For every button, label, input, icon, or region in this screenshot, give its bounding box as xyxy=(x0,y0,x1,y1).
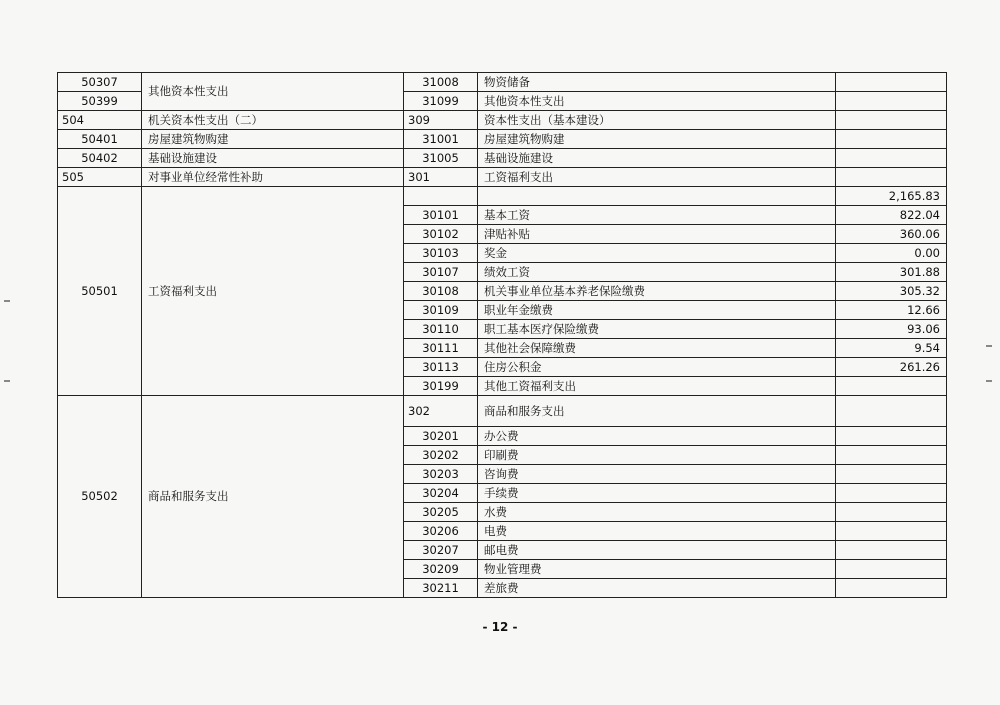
right-name-cell: 住房公积金 xyxy=(478,358,836,377)
left-code-cell: 50399 xyxy=(58,92,142,111)
amount-cell xyxy=(836,130,947,149)
amount-cell xyxy=(836,560,947,579)
right-name-cell: 商品和服务支出 xyxy=(478,396,836,427)
amount-cell: 9.54 xyxy=(836,339,947,358)
table-row xyxy=(58,130,947,149)
table-row xyxy=(58,149,947,168)
table-row xyxy=(58,396,947,427)
left-name-cell: 其他资本性支出 xyxy=(142,73,404,111)
amount-cell xyxy=(836,168,947,187)
right-code-cell: 309 xyxy=(404,111,478,130)
right-name-cell: 其他资本性支出 xyxy=(478,92,836,111)
right-name-cell: 职业年金缴费 xyxy=(478,301,836,320)
right-code-cell xyxy=(404,187,478,206)
left-name-cell: 工资福利支出 xyxy=(142,187,404,396)
right-code-cell: 30201 xyxy=(404,427,478,446)
right-name-cell xyxy=(478,187,836,206)
right-code-cell: 30108 xyxy=(404,282,478,301)
right-code-cell: 31008 xyxy=(404,73,478,92)
amount-cell: 822.04 xyxy=(836,206,947,225)
table-row xyxy=(58,73,947,92)
left-code-cell: 504 xyxy=(58,111,142,130)
amount-cell: 2,165.83 xyxy=(836,187,947,206)
amount-cell xyxy=(836,484,947,503)
right-code-cell: 31001 xyxy=(404,130,478,149)
right-code-cell: 30103 xyxy=(404,244,478,263)
left-code-cell: 50307 xyxy=(58,73,142,92)
right-name-cell: 物资储备 xyxy=(478,73,836,92)
right-name-cell: 差旅费 xyxy=(478,579,836,598)
left-code-cell: 50501 xyxy=(58,187,142,396)
right-name-cell: 基础设施建设 xyxy=(478,149,836,168)
right-code-cell: 30202 xyxy=(404,446,478,465)
amount-cell: 12.66 xyxy=(836,301,947,320)
right-name-cell: 房屋建筑物购建 xyxy=(478,130,836,149)
table-row xyxy=(58,187,947,206)
amount-cell xyxy=(836,377,947,396)
amount-cell: 360.06 xyxy=(836,225,947,244)
left-code-cell: 50401 xyxy=(58,130,142,149)
right-name-cell: 绩效工资 xyxy=(478,263,836,282)
right-name-cell: 咨询费 xyxy=(478,465,836,484)
amount-cell: 93.06 xyxy=(836,320,947,339)
scan-artifact xyxy=(986,380,992,382)
right-name-cell: 工资福利支出 xyxy=(478,168,836,187)
right-code-cell: 30209 xyxy=(404,560,478,579)
right-name-cell: 水费 xyxy=(478,503,836,522)
table-row xyxy=(58,111,947,130)
right-code-cell: 30203 xyxy=(404,465,478,484)
amount-cell: 261.26 xyxy=(836,358,947,377)
right-name-cell: 印刷费 xyxy=(478,446,836,465)
right-code-cell: 31099 xyxy=(404,92,478,111)
left-name-cell: 基础设施建设 xyxy=(142,149,404,168)
amount-cell xyxy=(836,522,947,541)
page-number: - 12 - xyxy=(482,620,518,634)
right-code-cell: 30102 xyxy=(404,225,478,244)
right-name-cell: 职工基本医疗保险缴费 xyxy=(478,320,836,339)
left-code-cell: 50502 xyxy=(58,396,142,598)
amount-cell xyxy=(836,396,947,427)
amount-cell xyxy=(836,427,947,446)
right-name-cell: 物业管理费 xyxy=(478,560,836,579)
left-name-cell: 对事业单位经常性补助 xyxy=(142,168,404,187)
right-code-cell: 31005 xyxy=(404,149,478,168)
amount-cell xyxy=(836,111,947,130)
right-code-cell: 30205 xyxy=(404,503,478,522)
amount-cell xyxy=(836,579,947,598)
amount-cell xyxy=(836,73,947,92)
amount-cell: 0.00 xyxy=(836,244,947,263)
right-code-cell: 30109 xyxy=(404,301,478,320)
left-name-cell: 机关资本性支出（二） xyxy=(142,111,404,130)
right-name-cell: 电费 xyxy=(478,522,836,541)
right-code-cell: 30211 xyxy=(404,579,478,598)
amount-cell xyxy=(836,149,947,168)
scan-artifact xyxy=(986,345,992,347)
right-name-cell: 手续费 xyxy=(478,484,836,503)
scan-artifact xyxy=(4,380,10,382)
amount-cell: 301.88 xyxy=(836,263,947,282)
right-code-cell: 30204 xyxy=(404,484,478,503)
right-code-cell: 30206 xyxy=(404,522,478,541)
budget-table xyxy=(57,72,947,598)
right-code-cell: 30207 xyxy=(404,541,478,560)
left-name-cell: 房屋建筑物购建 xyxy=(142,130,404,149)
amount-cell xyxy=(836,446,947,465)
right-name-cell: 机关事业单位基本养老保险缴费 xyxy=(478,282,836,301)
right-code-cell: 30111 xyxy=(404,339,478,358)
amount-cell xyxy=(836,92,947,111)
scan-artifact xyxy=(4,300,10,302)
left-code-cell: 50402 xyxy=(58,149,142,168)
right-name-cell: 津贴补贴 xyxy=(478,225,836,244)
left-name-cell: 商品和服务支出 xyxy=(142,396,404,598)
right-code-cell: 301 xyxy=(404,168,478,187)
amount-cell xyxy=(836,465,947,484)
right-name-cell: 其他工资福利支出 xyxy=(478,377,836,396)
right-code-cell: 30199 xyxy=(404,377,478,396)
right-name-cell: 邮电费 xyxy=(478,541,836,560)
right-name-cell: 办公费 xyxy=(478,427,836,446)
right-code-cell: 30113 xyxy=(404,358,478,377)
right-code-cell: 30101 xyxy=(404,206,478,225)
right-name-cell: 奖金 xyxy=(478,244,836,263)
amount-cell xyxy=(836,541,947,560)
right-code-cell: 30107 xyxy=(404,263,478,282)
right-code-cell: 302 xyxy=(404,396,478,427)
right-name-cell: 其他社会保障缴费 xyxy=(478,339,836,358)
table-row xyxy=(58,168,947,187)
right-code-cell: 30110 xyxy=(404,320,478,339)
left-code-cell: 505 xyxy=(58,168,142,187)
right-name-cell: 基本工资 xyxy=(478,206,836,225)
right-name-cell: 资本性支出（基本建设） xyxy=(478,111,836,130)
amount-cell: 305.32 xyxy=(836,282,947,301)
amount-cell xyxy=(836,503,947,522)
